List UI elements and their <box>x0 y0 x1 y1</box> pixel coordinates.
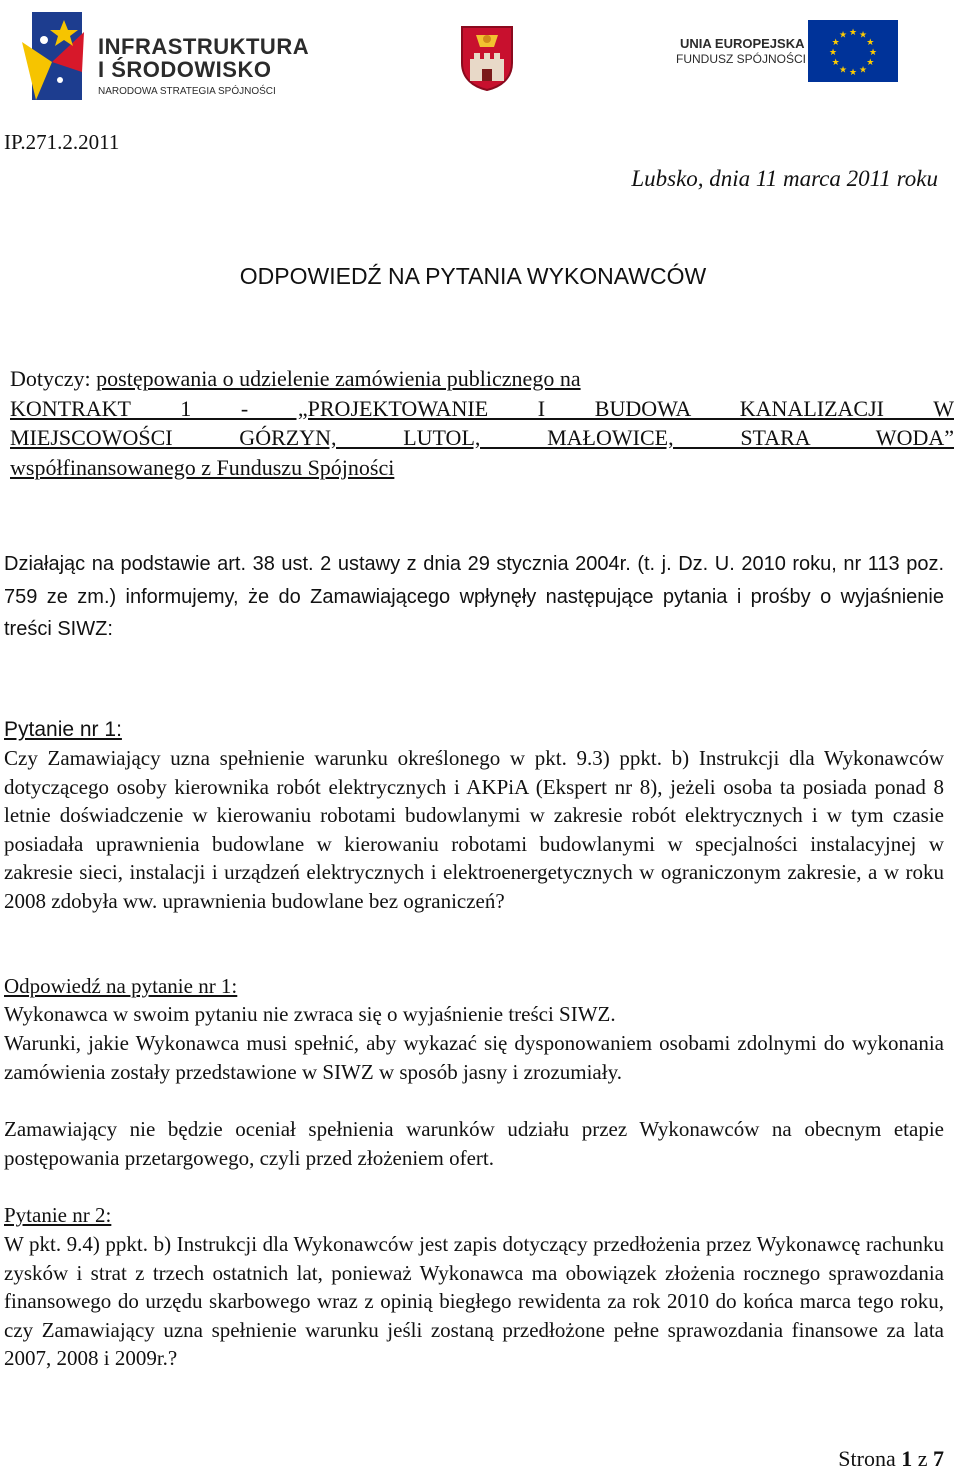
eu-line2: FUNDUSZ SPÓJNOŚCI <box>676 52 807 66</box>
question-1-text: Czy Zamawiający uzna spełnienie warunku określonego w pkt. 9.3) ppkt. b) Instrukcji dla Wykonawców dotyczącego osoby kierownika robót elektrycznych i AKPiA (Ekspert nr 8), jeżeli osoba ta posiada ponad 8 letnie doświadczenie w kierowaniu robotami budowlanymi w zakresie robót elektrycznych i w tym czasie posiadała uprawnienia budowlane w kierowaniu robotami budowlanymi w specjalności instalacyjnej w zakresie sieci, instalacji i urządzeń elektrycznych i elektroenergetycznych w ograniczonym zakresie, a w roku 2008 zdobyła ww. uprawnienia budowlane bez ograniczeń? <box>4 746 944 913</box>
svg-text:★: ★ <box>838 30 848 41</box>
lubsko-crest-icon <box>460 25 514 91</box>
document-reference: IP.271.2.2011 <box>4 130 120 154</box>
intro-paragraph: Działając na podstawie art. 38 ust. 2 ustawy z dnia 29 stycznia 2004r. (t. j. Dz. U. 2010 roku, nr 113 poz. 759 ze zm.) informujemy, że do Zamawiającego wpłynęły następujące pytania i prośby o wyjaśnienie treści SIWZ: <box>4 553 944 640</box>
svg-text:★: ★ <box>866 38 875 48</box>
svg-text:★: ★ <box>858 65 868 76</box>
svg-text:★: ★ <box>868 48 878 58</box>
subject-line-3: MIEJSCOWOŚCI GÓRZYN, LUTOL, MAŁOWICE, STARA WODA” <box>10 425 954 450</box>
page-current: 1 <box>901 1446 913 1471</box>
svg-text:★: ★ <box>828 48 838 58</box>
answer-1-paragraph-2: Warunki, jakie Wykonawca musi spełnić, aby wykazać się dysponowaniem osobami zdolnymi do wykonania zamówienia zostały przedstawione w SIWZ w sposób jasny i zrozumiały. <box>4 1031 944 1084</box>
question-2-heading: Pytanie nr 2: <box>4 1203 112 1227</box>
eu-line1: UNIA EUROPEJSKA <box>680 36 805 51</box>
page-of: z <box>917 1446 928 1471</box>
header-logos <box>0 0 960 115</box>
svg-text:★: ★ <box>858 30 868 41</box>
answer-1-paragraph-1: Wykonawca w swoim pytaniu nie zwraca się o wyjaśnienie treści SIWZ. <box>4 1002 616 1026</box>
svg-text:★: ★ <box>831 58 840 68</box>
subject-line-1 <box>10 364 954 394</box>
subject-block <box>10 364 954 482</box>
svg-text:★: ★ <box>848 68 858 78</box>
answer-1-paragraph-3: Zamawiający nie będzie oceniał spełnienia warunków udziału przez Wykonawców na obecnym etapie postępowania przetargowego, czyli przed złożeniem ofert. <box>4 1117 944 1170</box>
subject-text: postępowania o udzielenie zamówienia publicznego na <box>96 366 581 391</box>
ois-logo-icon <box>22 12 84 102</box>
place-date: Lubsko, dnia 11 marca 2011 roku <box>631 166 938 191</box>
svg-text:★: ★ <box>838 65 848 76</box>
svg-text:★: ★ <box>866 58 875 68</box>
question-2-text: W pkt. 9.4) ppkt. b) Instrukcji dla Wykonawców jest zapis dotyczący przedłożenia przez Wykonawcę rachunku zysków i strat z trzech ostatnich lat, ponieważ Wykonawca ma obowiązek złożenia rocznego sprawozdania finansowego do urzędu skarbowego wraz z opinią biegłego rewidenta za rok 2010 do końca marca tego roku, czy Zamawiający uzna spełnienie warunku jeśli zostaną przedłożone pełne sprawozdania finansowe za lata 2007, 2008 i 2009r.? <box>4 1232 944 1370</box>
svg-text:★: ★ <box>831 38 840 48</box>
eu-flag-icon <box>808 20 898 82</box>
subject-label: Dotyczy: <box>10 366 91 391</box>
ois-line2: I ŚRODOWISKO <box>98 57 272 82</box>
ois-logo <box>22 12 322 104</box>
eu-logo <box>670 20 910 82</box>
page-number <box>838 1446 944 1472</box>
question-1-heading: Pytanie nr 1: <box>4 718 122 741</box>
page-total: 7 <box>933 1446 944 1471</box>
ois-line1: INFRASTRUKTURA <box>98 34 310 59</box>
ois-line3: NARODOWA STRATEGIA SPÓJNOŚCI <box>98 86 276 97</box>
svg-text:★: ★ <box>848 28 858 38</box>
subject-line-4: współfinansowanego z Funduszu Spójności <box>10 454 395 480</box>
answer-1-heading: Odpowiedź na pytanie nr 1: <box>4 974 238 998</box>
subject-line-2: KONTRAKT 1 - „PROJEKTOWANIE I BUDOWA KANALIZACJI W <box>10 395 954 421</box>
page-word: Strona <box>838 1446 896 1471</box>
document-title: ODPOWIEDŹ NA PYTANIA WYKONAWCÓW <box>239 263 707 289</box>
